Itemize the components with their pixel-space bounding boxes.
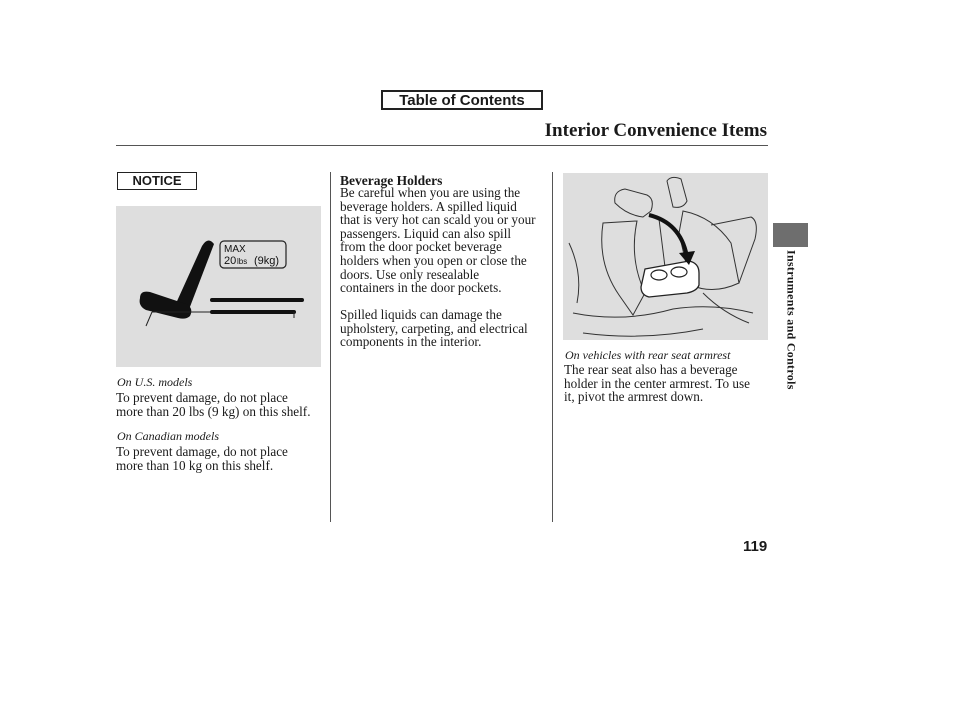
shelf-max-label: MAX [224,244,246,255]
text-line: passengers. Liquid can also spill [340,225,512,241]
table-of-contents-button[interactable]: Table of Contents [381,90,543,110]
beverage-holders-heading: Beverage Holders [340,173,443,188]
canadian-models-label: On Canadian models [117,429,219,443]
text-line: components in the interior. [340,334,482,350]
text-line: The rear seat also has a beverage [564,362,738,377]
text-line: more than 10 kg on this shelf. [116,457,274,473]
text-line: it, pivot the armrest down. [564,389,704,405]
beverage-paragraph-1 [340,186,536,295]
shelf-illustration [116,206,321,367]
text-line: holder in the center armrest. To use [564,375,750,391]
text-line: containers in the door pockets. [340,280,502,296]
shelf-metric-label: (9kg) [254,255,280,267]
text-line: beverage holders. A spilled liquid [340,198,517,214]
text-line: more than 20 lbs (9 kg) on this shelf. [116,403,311,419]
us-models-text [116,391,311,418]
rear-armrest-caption: On vehicles with rear seat armrest [565,348,731,362]
notice-badge: NOTICE [117,172,197,190]
header-rule [116,145,768,146]
column-divider-right [552,172,553,522]
us-models-label: On U.S. models [117,375,193,389]
rear-seat-armrest-icon [563,173,768,340]
shelf-unit-label: lbs [237,257,248,266]
side-tab-label: Instruments and Controls [784,250,799,390]
section-title: Interior Convenience Items [544,120,767,141]
section-tab-marker [773,223,808,247]
canadian-models-text [116,445,288,472]
text-line: Spilled liquids can damage the [340,307,502,322]
text-line: holders when you open or close the [340,252,527,268]
text-line: Be careful when you are using the [340,185,521,200]
text-line: doors. Use only resealable [340,266,480,282]
rear-armrest-text [564,363,750,404]
text-line: To prevent damage, do not place [116,444,288,459]
beverage-paragraph-2 [340,308,528,349]
seat-shelf-icon [116,206,321,367]
column-divider-left [330,172,331,522]
text-line: To prevent damage, do not place [116,390,288,405]
text-line: that is very hot can scald you or your [340,212,536,228]
rear-armrest-illustration [563,173,768,340]
shelf-weight-label: 20 [224,255,237,267]
side-section-tab [779,250,803,430]
page-number: 119 [743,538,768,555]
text-line: upholstery, carpeting, and electrical [340,320,528,336]
text-line: from the door pocket beverage [340,239,502,255]
